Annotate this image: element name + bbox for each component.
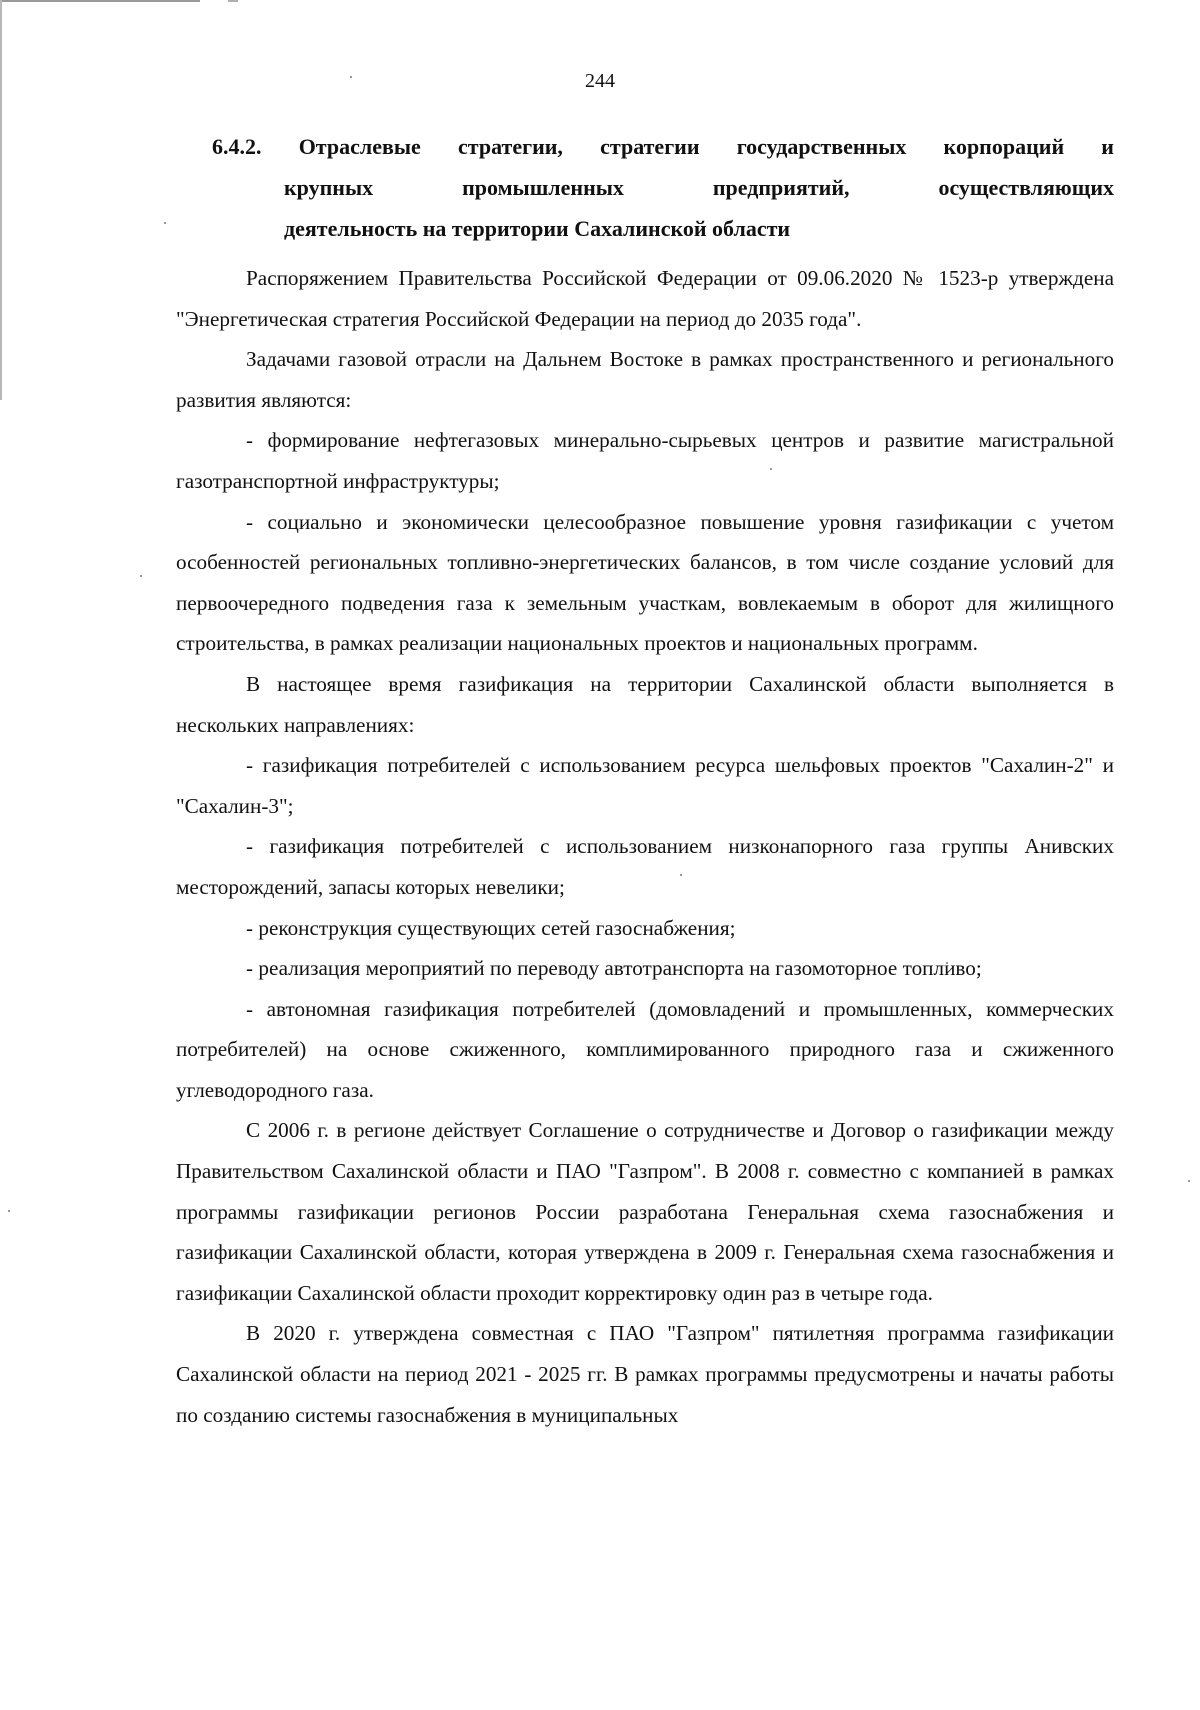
list-item: - реконструкция существующих сетей газоснабжения;	[246, 915, 736, 940]
section-heading-line: деятельность на территории Сахалинской области	[284, 216, 791, 241]
paragraph: В 2020 г. утверждена совместная с ПАО "Газпром" пятилетняя программа газификации Сахалинской области на период 2021 - 2025 гг. В рамках программы предусмотрены и начаты работы по созданию системы газоснабжения в муниципальных	[176, 1321, 1114, 1427]
paragraph: Распоряжением Правительства Российской Федерации от 09.06.2020 № 1523-р утверждена "Энергетическая стратегия Российской Федерации на период до 2035 года".	[176, 266, 1114, 331]
scan-speck	[164, 222, 166, 224]
list-item: - реализация мероприятий по переводу автотранспорта на газомоторное топливо;	[246, 956, 982, 981]
body-text	[176, 258, 1114, 1435]
paragraph: Задачами газовой отрасли на Дальнем Востоке в рамках пространственного и регионального развития являются:	[176, 347, 1114, 412]
scan-edge-mark	[0, 0, 200, 2]
section-heading-line: 6.4.2. Отраслевые стратегии, стратегии государственных корпораций и	[212, 134, 1114, 159]
scan-speck	[8, 1210, 10, 1212]
scan-edge-mark	[0, 0, 2, 400]
scan-speck	[140, 575, 142, 577]
page-number: 244	[585, 70, 615, 92]
list-item: - формирование нефтегазовых минерально-сырьевых центров и развитие магистральной газотранспортной инфраструктуры;	[176, 428, 1114, 493]
list-item: - газификация потребителей с использованием низконапорного газа группы Анивских месторождений, запасы которых невелики;	[176, 834, 1114, 899]
scan-edge-mark	[228, 0, 238, 2]
paragraph: С 2006 г. в регионе действует Соглашение о сотрудничестве и Договор о газификации между Правительством Сахалинской области и ПАО "Газпром". В 2008 г. совместно с компанией в рамках программы газификации регионов России разработана Генеральная схема газоснабжения и газификации Сахалинской области, которая утверждена в 2009 г. Генеральная схема газоснабжения и газификации Сахалинской области проходит корректировку один раз в четыре года.	[176, 1118, 1114, 1305]
list-item: - автономная газификация потребителей (домовладений и промышленных, коммерческих потребителей) на основе сжиженного, комплимированного природного газа и сжиженного углеводородного газа.	[176, 996, 1114, 1102]
section-heading-line: крупных промышленных предприятий, осуществляющих	[284, 175, 1114, 200]
paragraph: В настоящее время газификация на территории Сахалинской области выполняется в нескольких направлениях:	[176, 671, 1114, 737]
list-item: - социально и экономически целесообразное повышение уровня газификации с учетом особенностей региональных топливно-энергетических балансов, в том числе создание условий для первоочередного подведения газа к земельным участкам, вовлекаемым в оборот для жилищного строительства, в рамках реализации национальных проектов и национальных программ.	[176, 509, 1114, 656]
list-item: - газификация потребителей с использованием ресурса шельфовых проектов "Сахалин-2" и "Сахалин-3";	[176, 753, 1114, 818]
scan-speck	[1188, 1180, 1190, 1182]
